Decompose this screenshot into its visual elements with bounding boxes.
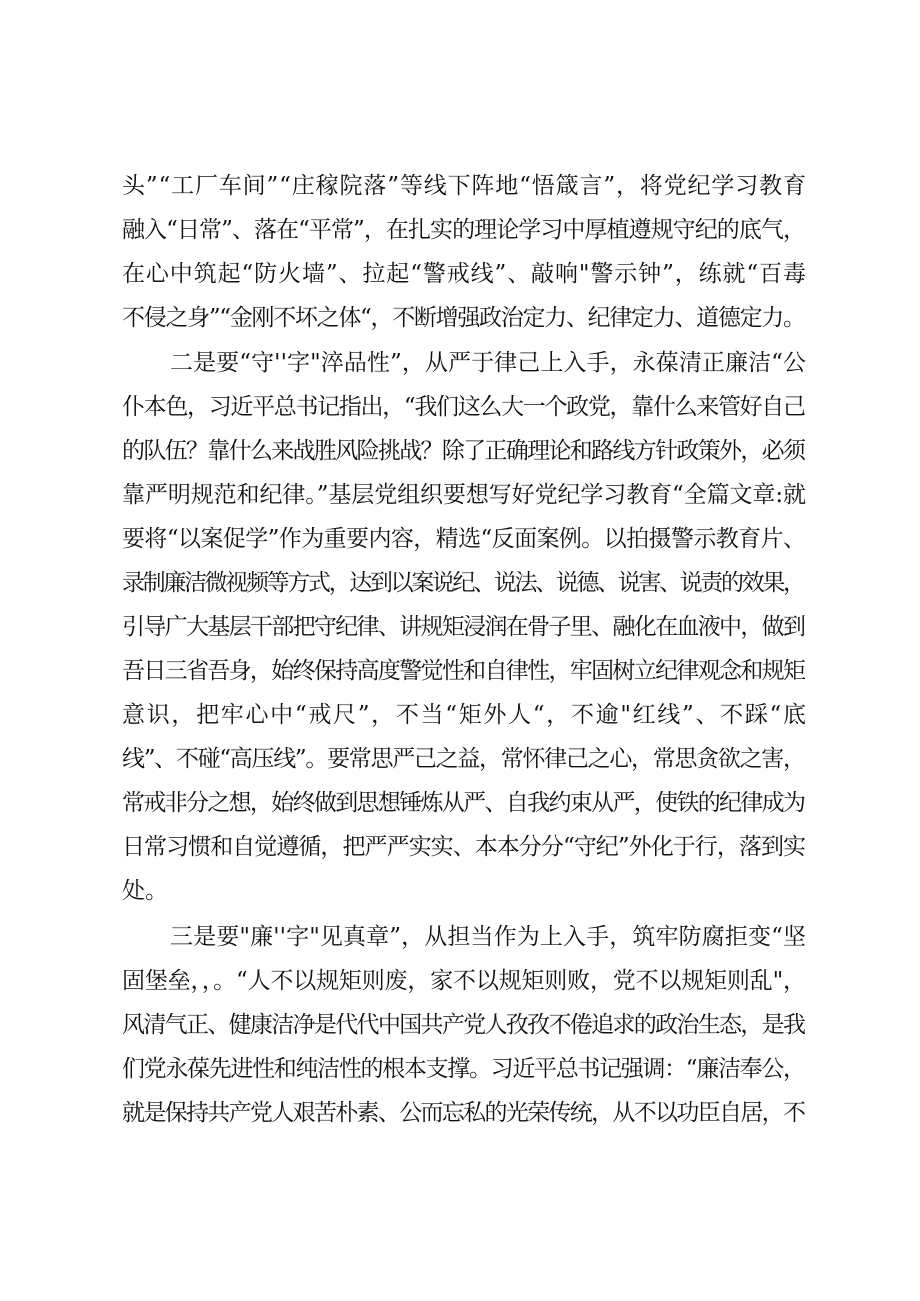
text-line: 常戒非分之想，始终做到思想锤炼从严、自我约束从严，使铁的纪律成为 <box>122 790 805 816</box>
text-line: 仆本色，习近平总书记指出，“我们这么大一个政党，靠什么来管好自己 <box>122 394 805 420</box>
text-line: 头”“工厂车间”“庄稼院落”等线下阵地“悟箴言”，将党纪学习教育 <box>122 173 807 199</box>
text-line: 不侵之身”“金刚不坏之体“，不断增强政治定力、纪律定力、道德定力。 <box>122 305 805 331</box>
text-line: 在心中筑起“防火墙”、拉起“警戒线”、敲响"警示钟”，练就“百毒 <box>122 261 807 287</box>
text-line: 就是保持共产党人艰苦朴素、公而忘私的光荣传统，从不以功臣自居，不 <box>122 1100 805 1126</box>
text-line: 线”、不碰“高压线”。要常思严己之益，常怀律己之心，常思贪欲之害， <box>122 746 805 772</box>
text-line: 处。 <box>122 878 168 904</box>
text-line: 录制廉洁微视频等方式，达到以案说纪、说法、说德、说害、说责的效果， <box>122 570 804 596</box>
text-line: 固堡垒，，。“人不以规矩则废，家不以规矩则败，党不以规矩则乱"， <box>122 968 806 994</box>
text-line: 融入“日常”、落在“平常”，在扎实的理论学习中厚植遵规守纪的底气， <box>122 217 806 243</box>
text-line: 的队伍？靠什么来战胜风险挑战？除了正确理论和路线方针政策外，必须 <box>122 438 805 464</box>
text-line: 风清气正、健康洁净是代代中国共产党人孜孜不倦追求的政治生态，是我 <box>122 1012 805 1038</box>
text-line: 日常习惯和自觉遵循，把严严实实、本本分分“守纪”外化于行，落到实 <box>122 834 806 860</box>
text-line: 要将“以案促学”作为重要内容，精选“反面案例。以拍摄警示教育片、 <box>122 526 806 552</box>
paragraph-first-line: 三是要"廉''字"见真章”，从担当作为上入手，筑牢防腐拒变“坚 <box>170 924 807 950</box>
paragraph-first-line: 二是要“守''字"淬品性”，从严于律己上入手，永葆清正廉洁“公 <box>170 350 807 376</box>
text-line: 们党永葆先进性和纯洁性的根本支撑。习近平总书记强调：“廉洁奉公， <box>122 1056 805 1082</box>
text-line: 意识，把牢心中“戒尺”，不当“矩外人“，不逾"红线”、不踩“底 <box>122 702 808 728</box>
text-line: 引导广大基层干部把守纪律、讲规矩浸润在骨子里、融化在血液中，做到 <box>122 614 805 640</box>
text-line: 靠严明规范和纪律。”基层党组织要想写好党纪学习教育“全篇文章:就 <box>122 482 806 508</box>
text-line: 吾日三省吾身，始终保持高度警觉性和自律性，牢固树立纪律观念和规矩 <box>122 658 805 684</box>
